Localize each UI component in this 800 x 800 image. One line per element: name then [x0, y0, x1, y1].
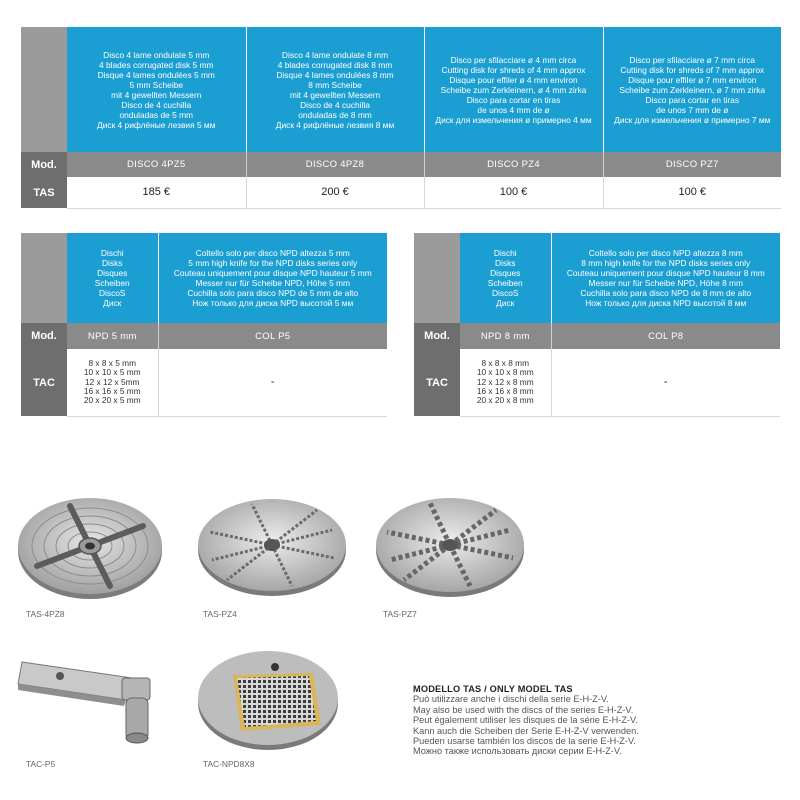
- dicing-grid-disk-image: [193, 645, 343, 753]
- model-name: NPD 5 mm: [67, 323, 158, 349]
- model-name: COL P5: [158, 323, 387, 349]
- shred-disk-7mm-image: [370, 488, 530, 600]
- disk-sizes: 8 x 8 x 8 mm 10 x 10 x 8 mm 12 x 12 x 8 mm 16 x 16 x 8 mm 20 x 20 x 8 mm: [460, 349, 551, 416]
- model-name: DISCO PZ4: [424, 152, 603, 177]
- corrugated-disk-image: [15, 493, 165, 601]
- model-name: DISCO 4PZ8: [246, 152, 424, 177]
- table-corner: [21, 27, 67, 152]
- table-corner: [414, 233, 460, 323]
- note-line: Peut également utiliser les disques de la série E-H-Z-V.: [413, 715, 638, 726]
- note-line: Pueden usarse también los discos de la serie E-H-Z-V.: [413, 736, 636, 747]
- caption: TAS-PZ4: [203, 609, 237, 619]
- caption: TAC-P5: [26, 759, 56, 769]
- shred-disk-4mm-image: [192, 490, 352, 600]
- price-cell: 200 €: [246, 177, 424, 208]
- row-label-tac: TAC: [21, 349, 67, 416]
- note-line: Kann auch die Scheiben der Serie E-H-Z-V verwenden.: [413, 725, 639, 736]
- note-line: May also be used with the discs of the series E-H-Z-V.: [413, 704, 634, 715]
- caption: TAS-4PZ8: [26, 609, 65, 619]
- row-label-tac: TAC: [414, 349, 460, 416]
- desc-disco-pz7: Disco per sfilacciare ø 7 mm circa Cutting disk for shreds of 7 mm approx Disque pour effiler ø 7 mm environ Scheibe zum Zerkleinern, ø 7 mm zirka Disco para cortar en tiras de unos 7 mm de ø Диск для измельчения ø примерно 7 мм: [603, 27, 781, 152]
- mod-label: Mod.: [414, 323, 460, 349]
- knife-desc: Coltello solo per disco NPD altezza 8 mm 8 mm high knife for the NPD disks series only Couteau uniquement pour disque NPD hauteur 8 mm Messer nur für Scheibe NPD, Höhe 8 mm Cuchilla solo para disco NPD de 8 mm de alto Нож только для диска NPD высотой 8 мм: [551, 233, 780, 323]
- mod-label: Mod.: [21, 323, 67, 349]
- disk-desc: Dischi Disks Disques Scheiben DiscoS Диск: [460, 233, 551, 323]
- model-note: [413, 684, 639, 757]
- price-cell: 100 €: [603, 177, 781, 208]
- disk-sizes: 8 x 8 x 5 mm 10 x 10 x 5 mm 12 x 12 x 5mm 16 x 16 x 5 mm 20 x 20 x 5 mm: [67, 349, 158, 416]
- note-line: Può utilizzare anche i dischi della serie E-H-Z-V.: [413, 694, 609, 705]
- desc-disco-4pz5: Disco 4 lame ondulate 5 mm 4 blades corrugated disk 5 mm Disque 4 lames ondulées 5 mm 5 mm Scheibe mit 4 gewellten Messern Disco de 4 cuchilla onduladas de 5 mm Диск 4 рифлёные лезвия 5 мм: [67, 27, 246, 152]
- caption: TAC-NPD8X8: [203, 759, 255, 769]
- row-label-tas: TAS: [21, 177, 67, 208]
- tac-npd5-table: [21, 233, 387, 417]
- desc-disco-4pz8: Disco 4 lame ondulate 8 mm 4 blades corrugated disk 8 mm Disque 4 lames ondulées 8 mm 8 mm Scheibe mit 4 gewellten Messern Disco de 4 cuchilla onduladas de 8 mm Диск 4 рифлёные лезвия 8 мм: [246, 27, 424, 152]
- knife-value: -: [551, 349, 780, 416]
- disk-desc: Dischi Disks Disques Scheiben DiscoS Диск: [67, 233, 158, 323]
- model-name: DISCO 4PZ5: [67, 152, 246, 177]
- note-line: Можно также использовать диски серии E-H-Z-V.: [413, 746, 622, 757]
- tac-npd8-table: [414, 233, 780, 417]
- note-title: MODELLO TAS / ONLY MODEL TAS: [413, 684, 573, 694]
- model-name: DISCO PZ7: [603, 152, 781, 177]
- knife-value: -: [158, 349, 387, 416]
- model-name: COL P8: [551, 323, 780, 349]
- knife-desc: Coltello solo per disco NPD altezza 5 mm 5 mm high knife for the NPD disks series only Couteau uniquement pour disque NPD hauteur 5 mm Messer nur für Scheibe NPD, Höhe 5 mm Cuchilla solo para disco NPD de 5 mm de alto Нож только для диска NPD высотой 5 мм: [158, 233, 387, 323]
- model-name: NPD 8 mm: [460, 323, 551, 349]
- tas-disk-table: [21, 27, 781, 209]
- caption: TAS-PZ7: [383, 609, 417, 619]
- price-cell: 185 €: [67, 177, 246, 208]
- knife-image: [14, 650, 174, 755]
- desc-disco-pz4: Disco per sfilacciare ø 4 mm circa Cutting disk for shreds of 4 mm approx Disque pour effiler ø 4 mm environ Scheibe zum Zerkleinern, ø 4 mm zirka Disco para cortar en tiras de unos 4 mm de ø Диск для измельчения ø примерно 4 мм: [424, 27, 603, 152]
- mod-label: Mod.: [21, 152, 67, 177]
- table-corner: [21, 233, 67, 323]
- price-cell: 100 €: [424, 177, 603, 208]
